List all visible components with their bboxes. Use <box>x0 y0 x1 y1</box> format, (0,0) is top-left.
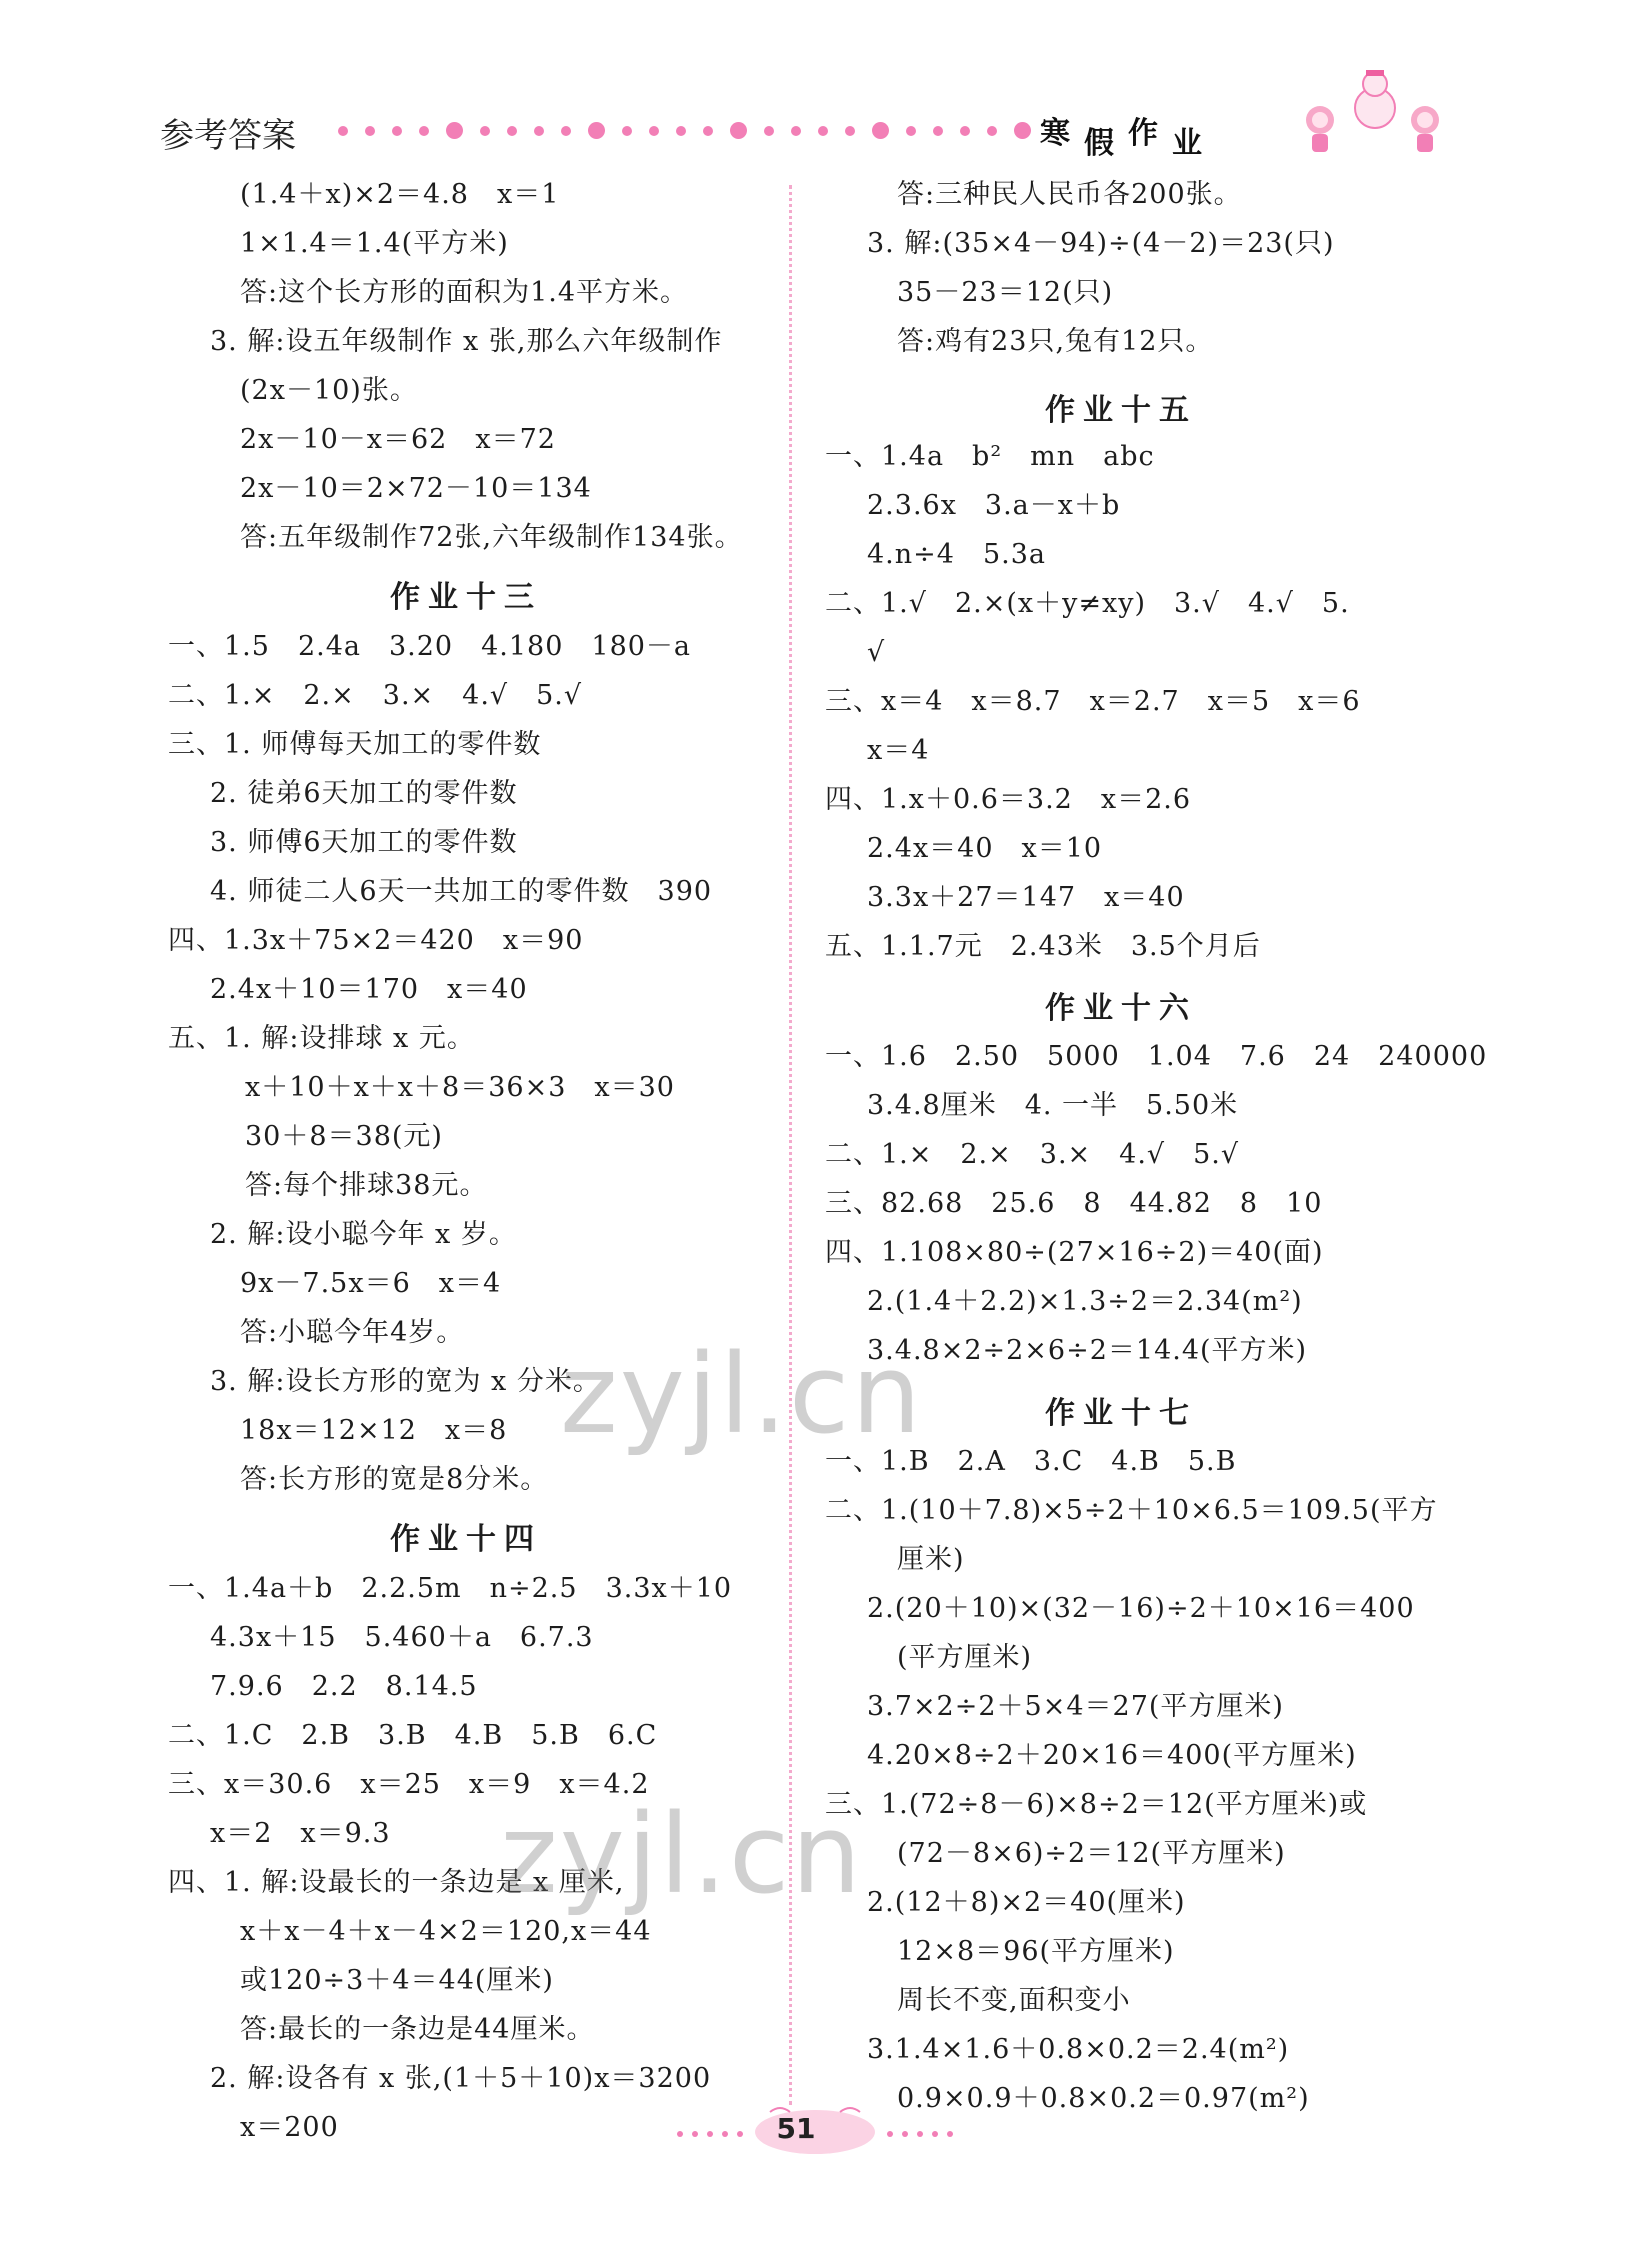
section-title: 作业十三 <box>390 580 542 615</box>
answer-line: 3.3x＋27＝147 x＝40 <box>867 882 1185 913</box>
answer-line: 2. 徒弟6天加工的零件数 <box>210 778 518 809</box>
answer-line: 2.(1.4＋2.2)×1.3÷2＝2.34(m²) <box>867 1286 1303 1317</box>
answer-line: 2. 解:设小聪今年 x 岁。 <box>210 1219 517 1250</box>
answer-line: (1.4＋x)×2＝4.8 x＝1 <box>240 179 560 210</box>
answer-line: 3. 师傅6天加工的零件数 <box>210 827 518 858</box>
brand-char: 作 <box>1128 116 1158 151</box>
answer-line: 答:长方形的宽是8分米。 <box>240 1464 549 1495</box>
answer-line: (2x－10)张。 <box>240 375 418 406</box>
answer-line: 一、1.6 2.50 5000 1.04 7.6 24 240000 <box>825 1041 1488 1072</box>
page-number: 51 <box>776 2112 816 2145</box>
answer-line: 30＋8＝38(元) <box>245 1121 443 1152</box>
answer-line: 三、x＝30.6 x＝25 x＝9 x＝4.2 <box>168 1769 650 1800</box>
header-title: 参考答案 <box>160 116 296 156</box>
answer-line: 四、1.x＋0.6＝3.2 x＝2.6 <box>825 784 1192 815</box>
answer-line: 2x－10＝2×72－10＝134 <box>240 473 592 504</box>
answer-line: 二、1.× 2.× 3.× 4.√ 5.√ <box>825 1139 1240 1170</box>
answer-line: x＝4 <box>867 735 930 766</box>
answer-line: 3.4.8厘米 4. 一半 5.50米 <box>867 1090 1239 1121</box>
answer-line: 2x－10－x＝62 x＝72 <box>240 424 556 455</box>
answer-line: 答:这个长方形的面积为1.4平方米。 <box>240 277 689 308</box>
answer-line: x＋x－4＋x－4×2＝120,x＝44 <box>240 1916 652 1947</box>
answer-line: 答:鸡有23只,兔有12只。 <box>897 326 1214 357</box>
answer-line: 3. 解:(35×4－94)÷(4－2)＝23(只) <box>867 228 1335 259</box>
answer-line: 4.20×8÷2＋20×16＝400(平方厘米) <box>867 1740 1357 1771</box>
answer-line: 3.4.8×2÷2×6÷2＝14.4(平方米) <box>867 1335 1308 1366</box>
header-dot-row <box>338 122 1031 139</box>
answer-line: 五、1.1.7元 2.43米 3.5个月后 <box>825 931 1261 962</box>
answer-line: 9x－7.5x＝6 x＝4 <box>240 1268 502 1299</box>
answer-line: 7.9.6 2.2 8.14.5 <box>210 1671 478 1702</box>
answer-line: 厘米) <box>897 1544 965 1575</box>
watermark: zyjl.cn <box>560 1330 924 1458</box>
brand-char: 业 <box>1172 126 1202 161</box>
section-title: 作业十六 <box>1045 991 1197 1026</box>
answer-line: 答:五年级制作72张,六年级制作134张。 <box>240 522 743 553</box>
answer-line: 4.n÷4 5.3a <box>867 539 1046 570</box>
answer-line: (72－8×6)÷2＝12(平方厘米) <box>897 1838 1286 1869</box>
section-title: 作业十四 <box>390 1522 542 1557</box>
section-title: 作业十七 <box>1045 1396 1197 1431</box>
answer-line: 0.9×0.9＋0.8×0.2＝0.97(m²) <box>897 2083 1310 2114</box>
answer-line: 3. 解:设五年级制作 x 张,那么六年级制作 <box>210 326 723 357</box>
answer-line: 或120÷3＋4＝44(厘米) <box>240 1965 554 1996</box>
answer-line: 3.1.4×1.6＋0.8×0.2＝2.4(m²) <box>867 2034 1290 2065</box>
answer-line: x＝200 <box>240 2112 339 2143</box>
answer-line: √ <box>867 637 886 668</box>
answer-line: 一、1.5 2.4a 3.20 4.180 180－a <box>168 631 692 662</box>
answer-line: 四、1.3x＋75×2＝420 x＝90 <box>168 925 584 956</box>
answer-line: 二、1.× 2.× 3.× 4.√ 5.√ <box>168 680 583 711</box>
answer-line: x＋10＋x＋x＋8＝36×3 x＝30 <box>245 1072 675 1103</box>
answer-line: 1×1.4＝1.4(平方米) <box>240 228 509 259</box>
answer-line: 五、1. 解:设排球 x 元。 <box>168 1023 475 1054</box>
brand-title <box>1040 108 1202 162</box>
answer-line: 答:小聪今年4岁。 <box>240 1317 465 1348</box>
answer-line: 三、x＝4 x＝8.7 x＝2.7 x＝5 x＝6 <box>825 686 1361 717</box>
watermark: zyjl.cn <box>500 1790 864 1918</box>
answer-line: 四、1.108×80÷(27×16÷2)＝40(面) <box>825 1237 1324 1268</box>
answer-line: 2.4x＝40 x＝10 <box>867 833 1103 864</box>
answer-line: 三、1. 师傅每天加工的零件数 <box>168 729 542 760</box>
answer-line: 一、1.4a＋b 2.2.5m n÷2.5 3.3x＋10 <box>168 1573 733 1604</box>
answer-line: 2.4x＋10＝170 x＝40 <box>210 974 528 1005</box>
answer-line: x＝2 x＝9.3 <box>210 1818 391 1849</box>
answer-line: 4.3x＋15 5.460＋a 6.7.3 <box>210 1622 594 1653</box>
answer-line: 周长不变,面积变小 <box>897 1985 1131 2016</box>
answer-line: 二、1.√ 2.×(x＋y≠xy) 3.√ 4.√ 5. <box>825 588 1350 619</box>
section-title: 作业十五 <box>1045 393 1197 428</box>
answer-line: 2.(12＋8)×2＝40(厘米) <box>867 1887 1186 1918</box>
answer-line: 二、1.C 2.B 3.B 4.B 5.B 6.C <box>168 1720 658 1751</box>
answer-line: 四、1. 解:设最长的一条边是 x 厘米, <box>168 1867 625 1898</box>
answer-line: 3.7×2÷2＋5×4＝27(平方厘米) <box>867 1691 1284 1722</box>
answer-line: 2. 解:设各有 x 张,(1＋5＋10)x＝3200 <box>210 2063 712 2094</box>
answer-line: 答:最长的一条边是44厘米。 <box>240 2014 595 2045</box>
answer-line: (平方厘米) <box>897 1642 1033 1673</box>
answer-line: 一、1.B 2.A 3.C 4.B 5.B <box>825 1446 1237 1477</box>
answer-line: 三、1.(72÷8－6)×8÷2＝12(平方厘米)或 <box>825 1789 1368 1820</box>
kids-snowman-illustration <box>1290 70 1450 160</box>
answer-line: 35－23＝12(只) <box>897 277 1114 308</box>
answer-line: 2.(20＋10)×(32－16)÷2＋10×16＝400 <box>867 1593 1415 1624</box>
answer-line: 答:三种民人民币各200张。 <box>897 179 1242 210</box>
answer-line: 3. 解:设长方形的宽为 x 分米。 <box>210 1366 601 1397</box>
answer-line: 答:每个排球38元。 <box>245 1170 488 1201</box>
brand-char: 寒 <box>1040 116 1070 151</box>
answer-line: 三、82.68 25.6 8 44.82 8 10 <box>825 1188 1323 1219</box>
answer-line: 二、1.(10＋7.8)×5÷2＋10×6.5＝109.5(平方 <box>825 1495 1438 1526</box>
answer-line: 一、1.4a b² mn abc <box>825 441 1155 472</box>
answer-line: 12×8＝96(平方厘米) <box>897 1936 1175 1967</box>
answer-line: 18x＝12×12 x＝8 <box>240 1415 508 1446</box>
brand-char: 假 <box>1084 126 1114 161</box>
answer-line: 4. 师徒二人6天一共加工的零件数 390 <box>210 876 713 907</box>
answer-line: 2.3.6x 3.a－x＋b <box>867 490 1121 521</box>
